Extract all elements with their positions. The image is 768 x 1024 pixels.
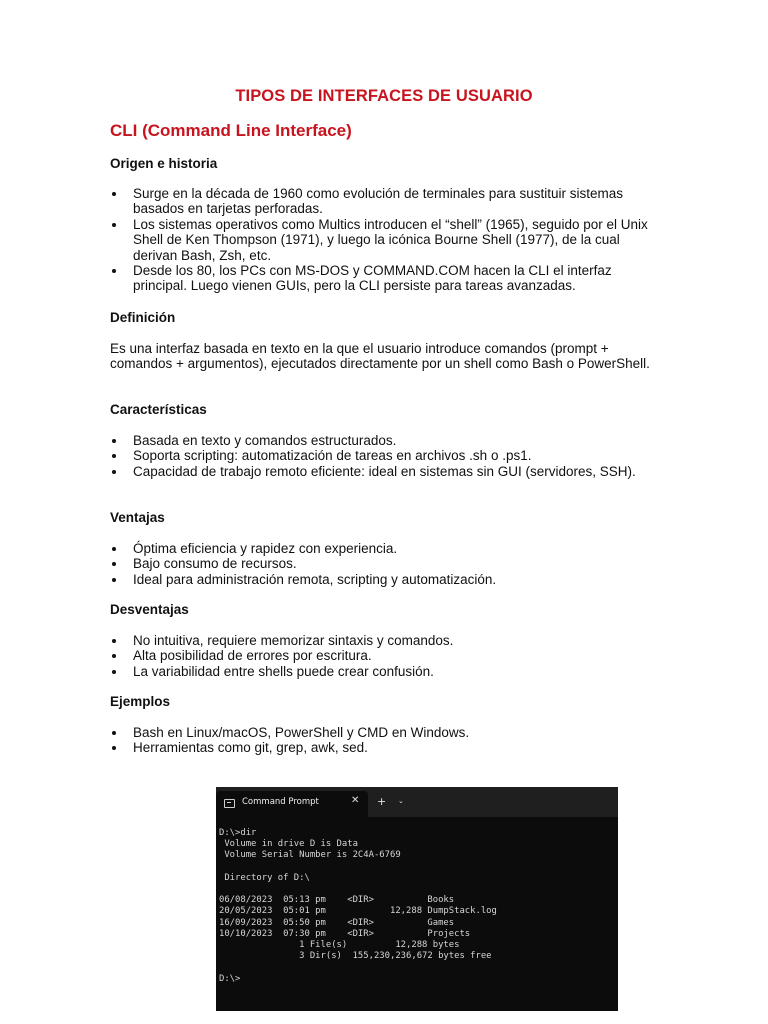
terminal-line: Volume Serial Number is 2C4A-6769 <box>219 850 401 861</box>
list-item: Ideal para administración remota, scripting y automatización. <box>110 572 655 587</box>
list-item: Capacidad de trabajo remoto eficiente: ideal en sistemas sin GUI (servidores, SSH). <box>110 464 655 479</box>
terminal-titlebar <box>216 787 618 817</box>
list-item: Herramientas como git, grep, awk, sed. <box>110 740 655 755</box>
heading-ventajas: Ventajas <box>110 510 165 525</box>
terminal-line: 1 File(s) 12,288 bytes <box>219 940 460 951</box>
terminal-line <box>219 884 497 895</box>
terminal-tab[interactable] <box>216 791 368 817</box>
terminal-line: 10/10/2023 07:30 pm <DIR> Projects <box>219 928 471 939</box>
new-tab-icon[interactable]: + <box>377 795 387 808</box>
terminal-line: Volume in drive D is Data <box>219 839 358 850</box>
list-item: Soporta scripting: automatización de tareas en archivos .sh o .ps1. <box>110 448 655 463</box>
terminal-line: Directory of D:\ <box>219 872 310 883</box>
terminal-line: 3 Dir(s) 155,230,236,672 bytes free <box>219 951 492 962</box>
terminal-line: 16/09/2023 05:50 pm <DIR> Games <box>219 917 455 928</box>
terminal-line: D:\>dir <box>219 828 257 838</box>
terminal-output <box>219 828 497 985</box>
definicion-paragraph: Es una interfaz basada en texto en la que el usuario introduce comandos (prompt + comandos + argumentos), ejecutados directamente por un shell como Bash o PowerShell. <box>110 341 650 372</box>
origen-list <box>110 186 655 294</box>
heading-origen: Origen e historia <box>110 156 218 171</box>
list-item: Alta posibilidad de errores por escritura. <box>110 648 655 663</box>
terminal-line: 06/08/2023 05:13 pm <DIR> Books <box>219 895 455 906</box>
ejemplos-list <box>110 725 655 756</box>
heading-caracteristicas: Características <box>110 402 207 417</box>
list-item: No intuitiva, requiere memorizar sintaxis y comandos. <box>110 633 655 648</box>
command-prompt-screenshot <box>216 787 618 1011</box>
terminal-line <box>219 962 497 973</box>
list-item: Desde los 80, los PCs con MS-DOS y COMMAND.COM hacen la CLI el interfaz principal. Luego vienen GUIs, pero la CLI persiste para tareas avanzadas. <box>110 263 655 294</box>
heading-desventajas: Desventajas <box>110 602 189 617</box>
terminal-icon <box>224 799 235 808</box>
heading-ejemplos: Ejemplos <box>110 694 171 709</box>
document-title: TIPOS DE INTERFACES DE USUARIO <box>235 87 533 105</box>
chevron-down-icon[interactable]: ⌄ <box>398 797 404 805</box>
section-title-cli: CLI (Command Line Interface) <box>110 121 352 140</box>
list-item: Bajo consumo de recursos. <box>110 556 655 571</box>
heading-definicion: Definición <box>110 310 176 325</box>
list-item: Los sistemas operativos como Multics introducen el “shell” (1965), seguido por el Unix Shell de Ken Thompson (1971), y luego la icónica Bourne Shell (1977), de la cual derivan Bash, Zsh, etc. <box>110 217 655 263</box>
list-item: Basada en texto y comandos estructurados. <box>110 433 655 448</box>
caracteristicas-list <box>110 433 655 479</box>
list-item: Óptima eficiencia y rapidez con experiencia. <box>110 541 655 556</box>
terminal-line <box>219 862 497 873</box>
terminal-line: D:\> <box>219 973 241 984</box>
list-item: La variabilidad entre shells puede crear confusión. <box>110 664 655 679</box>
terminal-line: 20/05/2023 05:01 pm 12,288 DumpStack.log <box>219 906 497 917</box>
terminal-tab-title: Command Prompt <box>242 797 319 807</box>
desventajas-list <box>110 633 655 679</box>
close-icon[interactable]: ✕ <box>351 795 360 806</box>
list-item: Surge en la década de 1960 como evolución de terminales para sustituir sistemas basados en tarjetas perforadas. <box>110 186 655 217</box>
list-item: Bash en Linux/macOS, PowerShell y CMD en Windows. <box>110 725 655 740</box>
ventajas-list <box>110 541 655 587</box>
